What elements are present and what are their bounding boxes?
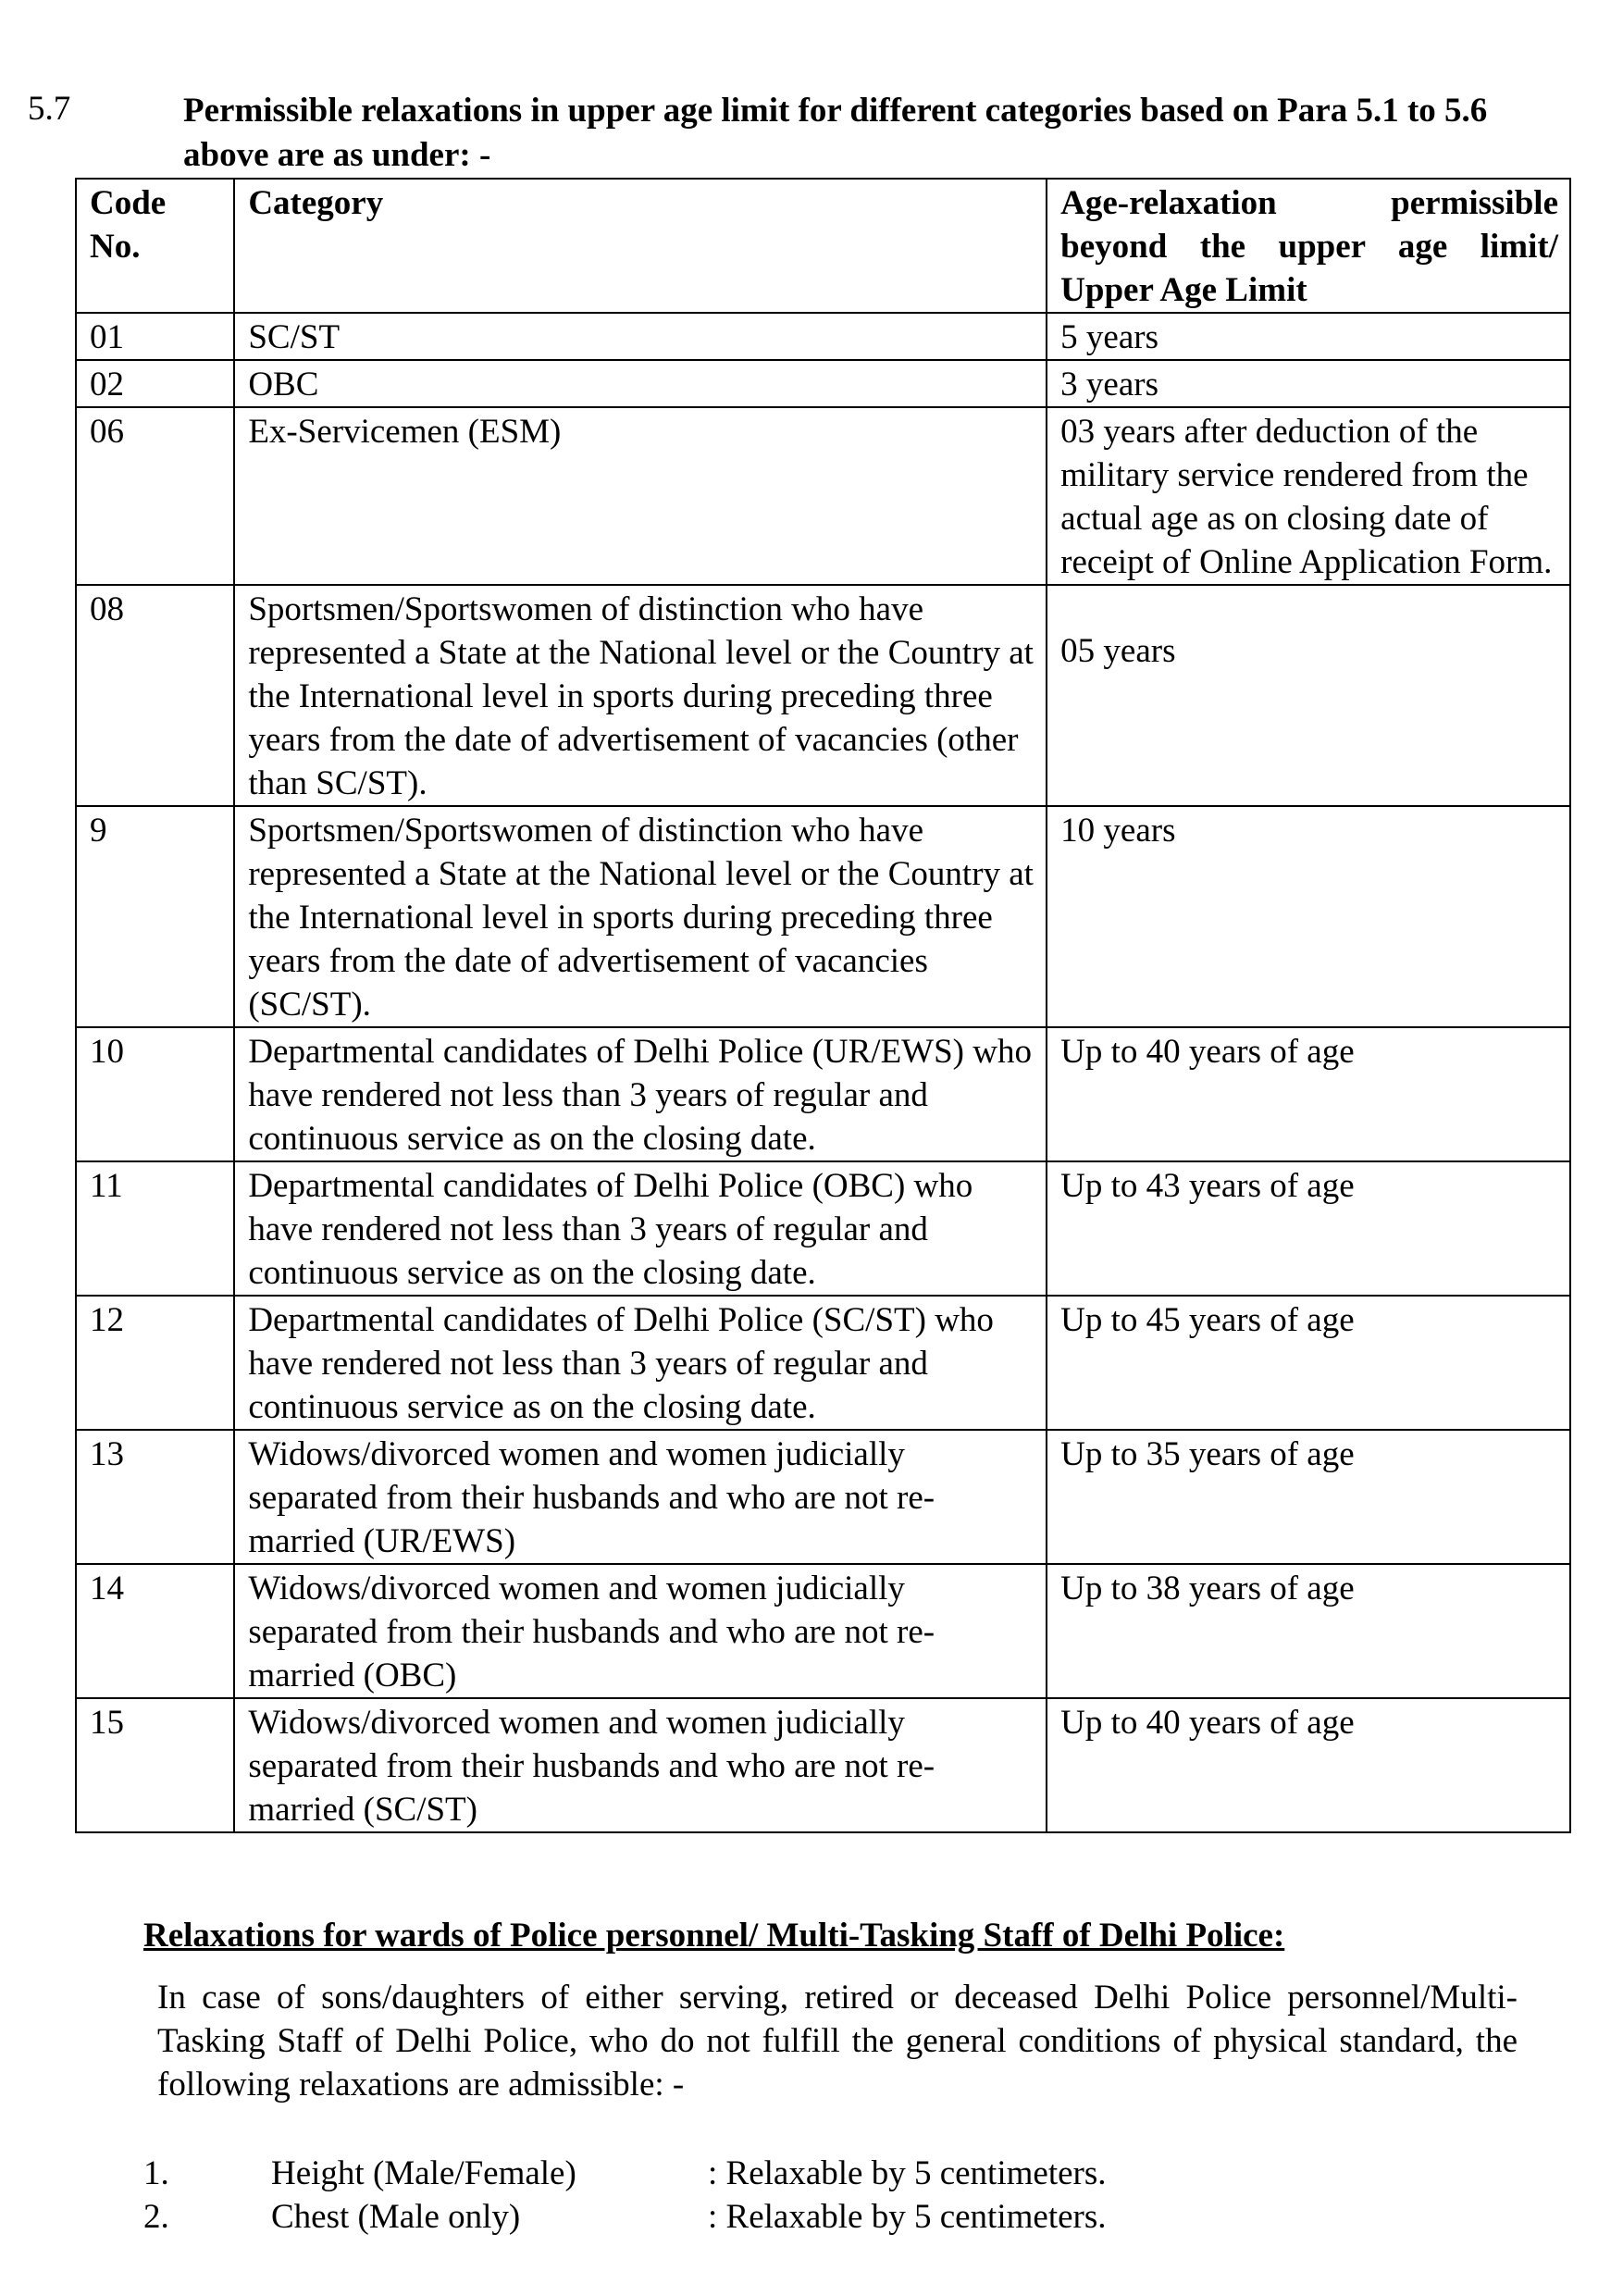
row-code: 06	[76, 407, 234, 585]
row-category: Widows/divorced women and women judicially separated from their husbands and who are not re-married (UR/EWS)	[234, 1430, 1047, 1564]
list-item	[143, 2195, 1346, 2239]
row-category: Sportsmen/Sportswomen of distinction who have represented a State at the National level or the Country at the International level in sports during preceding three years from the date of advertisement of vacancies (SC/ST).	[234, 806, 1047, 1027]
row-category: SC/ST	[234, 313, 1047, 360]
list-item-number: 1.	[143, 2154, 169, 2192]
relaxations-paragraph: In case of sons/daughters of either serving, retired or deceased Delhi Police personnel/Multi-Tasking Staff of Delhi Police, who do not fulfill the general conditions of physical standard, the following relaxations are admissible: -	[157, 1979, 1518, 2104]
row-category: Widows/divorced women and women judicially separated from their husbands and who are not re-married (OBC)	[234, 1564, 1047, 1698]
table-row	[76, 806, 1570, 1027]
section-number: 5.7	[28, 90, 71, 128]
header-age-relaxation: Age-relaxation permissible beyond the upper age limit/ Upper Age Limit	[1047, 179, 1570, 313]
table-row	[76, 1161, 1570, 1296]
row-category: Departmental candidates of Delhi Police (SC/ST) who have rendered not less than 3 years of regular and continuous service as on the closing date.	[234, 1296, 1047, 1430]
age-relaxation-table	[75, 178, 1571, 1833]
table-row	[76, 1564, 1570, 1698]
table-row	[76, 1430, 1570, 1564]
row-age: 10 years	[1047, 806, 1570, 1027]
row-code: 11	[76, 1161, 234, 1296]
table-row	[76, 585, 1570, 806]
header-code: Code No.	[76, 179, 234, 313]
row-age: Up to 35 years of age	[1047, 1430, 1570, 1564]
list-item-number: 2.	[143, 2198, 169, 2236]
row-category: Departmental candidates of Delhi Police (OBC) who have rendered not less than 3 years of regular and continuous service as on the closing date.	[234, 1161, 1047, 1296]
row-age: Up to 43 years of age	[1047, 1161, 1570, 1296]
list-item-label: Height (Male/Female)	[271, 2154, 576, 2192]
row-age: 5 years	[1047, 313, 1570, 360]
table-row	[76, 1296, 1570, 1430]
row-age: 03 years after deduction of the military service rendered from the actual age as on closing date of receipt of Online Application Form.	[1047, 407, 1570, 585]
row-code: 13	[76, 1430, 234, 1564]
row-code: 10	[76, 1027, 234, 1161]
row-code: 12	[76, 1296, 234, 1430]
list-item-value: : Relaxable by 5 centimeters.	[708, 2154, 1107, 2192]
row-code: 02	[76, 360, 234, 407]
row-category: OBC	[234, 360, 1047, 407]
row-code: 01	[76, 313, 234, 360]
section-title: Permissible relaxations in upper age limit for different categories based on Para 5.1 to 5.6 above are as under: -	[183, 92, 1488, 174]
row-category: Ex-Servicemen (ESM)	[234, 407, 1047, 585]
row-code: 14	[76, 1564, 234, 1698]
row-code: 15	[76, 1698, 234, 1832]
relaxations-heading: Relaxations for wards of Police personnel/ Multi-Tasking Staff of Delhi Police:	[143, 1917, 1285, 1955]
row-age: Up to 45 years of age	[1047, 1296, 1570, 1430]
row-age: 3 years	[1047, 360, 1570, 407]
row-age: Up to 40 years of age	[1047, 1027, 1570, 1161]
list-item	[143, 2152, 1346, 2195]
table-row	[76, 360, 1570, 407]
row-category: Widows/divorced women and women judicially separated from their husbands and who are not re-married (SC/ST)	[234, 1698, 1047, 1832]
row-code: 08	[76, 585, 234, 806]
relaxations-list	[143, 2152, 1346, 2239]
row-age: 05 years	[1047, 585, 1570, 806]
list-item-value: : Relaxable by 5 centimeters.	[708, 2198, 1107, 2236]
header-category: Category	[234, 179, 1047, 313]
table-row	[76, 1027, 1570, 1161]
row-code: 9	[76, 806, 234, 1027]
row-category: Sportsmen/Sportswomen of distinction who have represented a State at the National level or the Country at the International level in sports during preceding three years from the date of advertisement of vacancies (other than SC/ST).	[234, 585, 1047, 806]
table-row	[76, 313, 1570, 360]
list-item-label: Chest (Male only)	[271, 2198, 521, 2236]
row-category: Departmental candidates of Delhi Police (UR/EWS) who have rendered not less than 3 years of regular and continuous service as on the closing date.	[234, 1027, 1047, 1161]
table-header-row	[76, 179, 1570, 313]
table-row	[76, 1698, 1570, 1832]
table-row	[76, 407, 1570, 585]
row-age: Up to 40 years of age	[1047, 1698, 1570, 1832]
row-age: Up to 38 years of age	[1047, 1564, 1570, 1698]
